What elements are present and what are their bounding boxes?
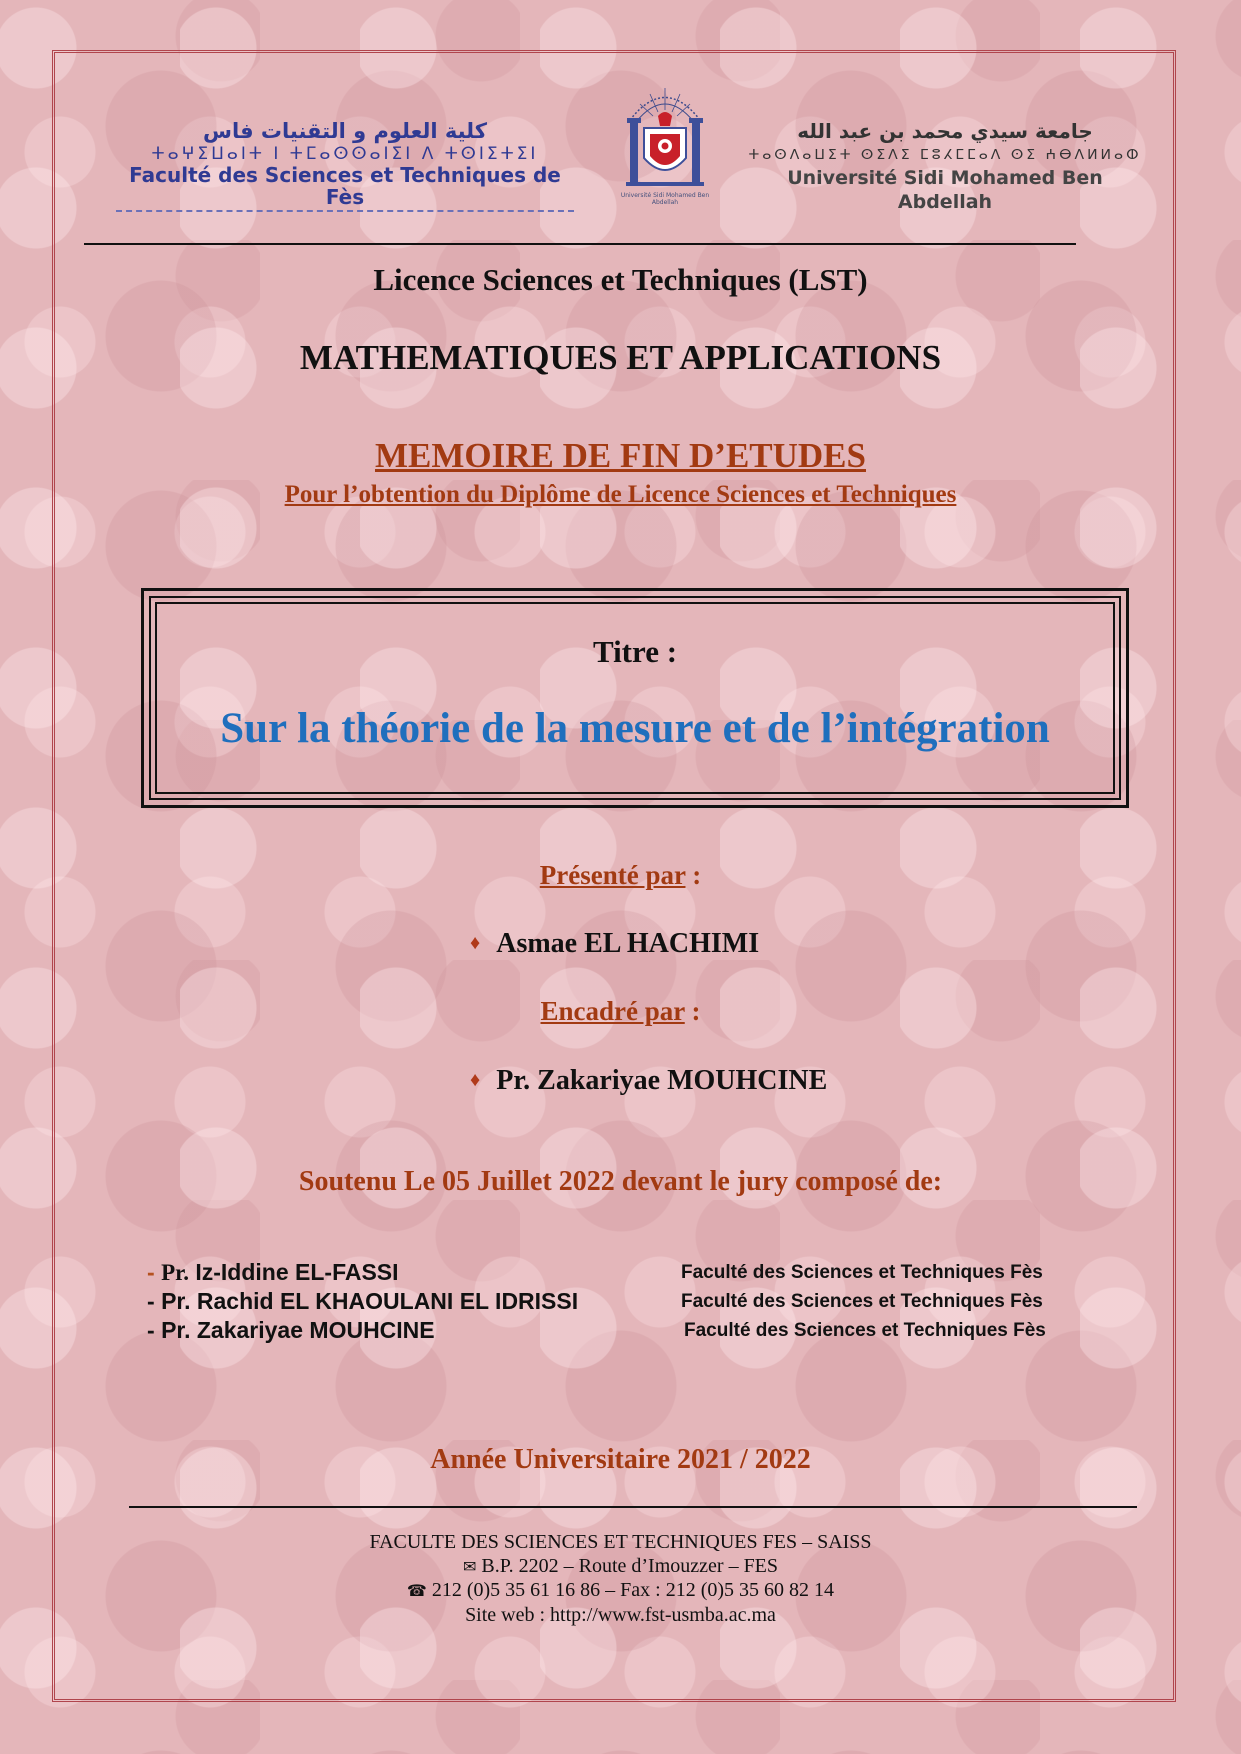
specialty-heading: MATHEMATIQUES ET APPLICATIONS bbox=[299, 338, 942, 377]
jury-name: Iz-Iddine EL-FASSI bbox=[188, 1259, 399, 1285]
footer-address-text: B.P. 2202 – Route d’Imouzzer – FES bbox=[481, 1555, 779, 1577]
academic-year: Année Universitaire 2021 / 2022 bbox=[430, 1444, 811, 1475]
supervised-by-colon: : bbox=[684, 996, 701, 1026]
jury-faculty-3: Faculté des Sciences et Techniques Fès bbox=[684, 1320, 1046, 1341]
licence-heading: Licence Sciences et Techniques (LST) bbox=[373, 262, 868, 297]
mailbox-icon: ✉ bbox=[462, 1559, 477, 1576]
jury-title: Pr. bbox=[161, 1288, 191, 1314]
phone-icon: ☎ bbox=[406, 1583, 427, 1600]
footer-divider bbox=[129, 1506, 1137, 1508]
supervised-by-label bbox=[0, 996, 1241, 1027]
diamond-bullet-icon: ♦ bbox=[470, 932, 481, 954]
title-box bbox=[141, 588, 1129, 808]
header-divider bbox=[84, 243, 1076, 245]
jury-name: Rachid EL KHAOULANI EL IDRISSI bbox=[190, 1288, 579, 1314]
fst-header bbox=[110, 118, 580, 215]
crest-caption: Université Sidi Mohamed Ben Abdellah bbox=[620, 192, 710, 206]
footer-phone-text: 212 (0)5 35 61 16 86 – Fax : 212 (0)5 35 60 82 14 bbox=[431, 1579, 835, 1601]
presented-by-text: Présenté par bbox=[539, 860, 686, 890]
fst-decorative-dashes bbox=[116, 210, 574, 215]
diploma-subheading: Pour l’obtention du Diplôme de Licence Sciences et Techniques bbox=[284, 481, 957, 508]
defense-statement: Soutenu Le 05 Juillet 2022 devant le jury composé de: bbox=[298, 1166, 943, 1197]
jury-name: Zakariyae MOUHCINE bbox=[190, 1317, 435, 1343]
title-label: Titre : bbox=[592, 634, 678, 669]
jury-faculty-2: Faculté des Sciences et Techniques Fès bbox=[681, 1291, 1043, 1312]
jury-dash: - bbox=[147, 1317, 162, 1343]
thesis-title: Sur la théorie de la mesure et de l’intégration bbox=[220, 705, 1050, 752]
presented-by-label bbox=[0, 860, 1241, 891]
supervised-by-text: Encadré par bbox=[540, 996, 685, 1026]
memoire-heading: MEMOIRE DE FIN D’ETUDES bbox=[374, 436, 866, 475]
supervisor-entry bbox=[470, 1065, 827, 1097]
jury-faculty-1: Faculté des Sciences et Techniques Fès bbox=[681, 1262, 1043, 1283]
university-crest-logo bbox=[620, 80, 710, 200]
diamond-bullet-icon: ♦ bbox=[470, 1069, 481, 1091]
jury-member-3 bbox=[147, 1317, 435, 1344]
presented-by-colon: : bbox=[685, 860, 702, 890]
jury-title: Pr. bbox=[161, 1260, 189, 1285]
fst-name-tifinagh: ⵜⴰⵖⵉⵡⴰⵏⵜ ⵏ ⵜⵎⴰⵙⵙⴰⵏⵉⵏ ⴷ ⵜⵙⵏⵉⵜⵉⵏ bbox=[151, 144, 539, 164]
footer-address bbox=[0, 1554, 1241, 1580]
usmba-name-arabic: جامعة سيدي محمد بن عبد الله bbox=[797, 119, 1093, 143]
usmba-name-french: Université Sidi Mohamed Ben Abdellah bbox=[787, 167, 1103, 213]
jury-title: Pr. bbox=[161, 1317, 191, 1343]
fst-name-arabic: كلية العلوم و التقنيات فاس bbox=[203, 119, 487, 143]
student-name: Asmae EL HACHIMI bbox=[496, 928, 760, 959]
footer-website: Site web : http://www.fst-usmba.ac.ma bbox=[465, 1604, 776, 1626]
fst-name-french: Faculté des Sciences et Techniques de Fès bbox=[129, 163, 561, 209]
supervisor-name: Pr. Zakariyae MOUHCINE bbox=[496, 1065, 828, 1096]
usmba-name-tifinagh: ⵜⴰⵙⴷⴰⵡⵉⵜ ⵙⵉⴷⵉ ⵎⵓⵃⵎⵎⴰⴷ ⵙⵉ ⵄⴱⴷⵍⵍⴰⵀ bbox=[748, 147, 1142, 163]
jury-dash: - bbox=[147, 1259, 162, 1285]
jury-member-1 bbox=[147, 1259, 399, 1286]
jury-member-2 bbox=[147, 1288, 578, 1315]
student-entry bbox=[470, 928, 759, 960]
footer-phone bbox=[0, 1578, 1241, 1604]
jury-dash: - bbox=[147, 1288, 162, 1314]
footer-faculty: FACULTE DES SCIENCES ET TECHNIQUES FES – SAISS bbox=[369, 1531, 872, 1553]
usmba-header bbox=[745, 118, 1145, 214]
